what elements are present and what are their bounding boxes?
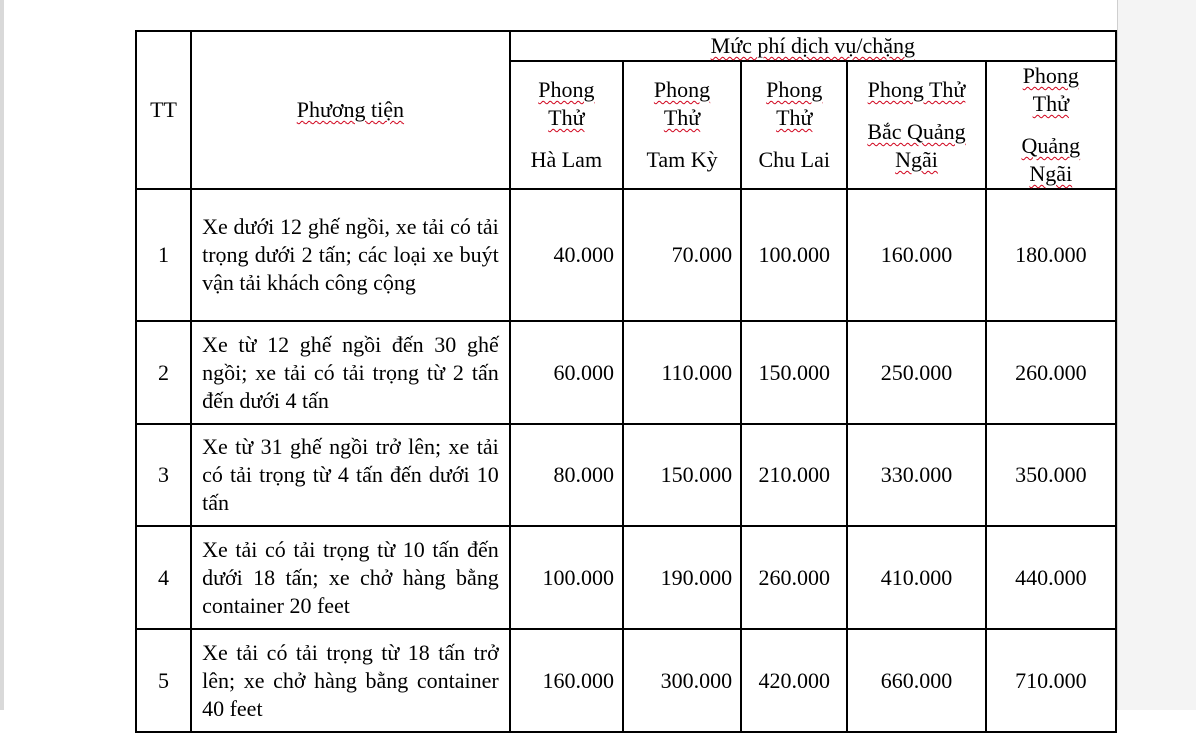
- fee-cell: 180.000: [986, 189, 1116, 321]
- fee-cell: 300.000: [623, 629, 741, 732]
- header-tt: TT: [136, 31, 191, 189]
- fee-cell: 40.000: [510, 189, 623, 321]
- fee-cell: 160.000: [510, 629, 623, 732]
- fee-cell: 420.000: [741, 629, 847, 732]
- station-line: Phong: [1022, 63, 1079, 88]
- header-fee-group: [510, 31, 1116, 61]
- page-margin: [1117, 0, 1196, 710]
- station-name: Ngãi: [1029, 161, 1073, 186]
- fee-cell: 60.000: [510, 321, 623, 424]
- vehicle-description: Xe tải có tải trọng từ 18 tấn trở lên; xe chở hàng bằng container 40 feet: [191, 629, 510, 732]
- header-station-tam-ky: [623, 61, 741, 189]
- header-vehicle-label: Phương tiện: [296, 97, 405, 122]
- row-number: 5: [136, 629, 191, 732]
- fee-cell: 150.000: [741, 321, 847, 424]
- vehicle-description: Xe tải có tải trọng từ 10 tấn đến dưới 18 tấn; xe chở hàng bằng container 20 feet: [191, 526, 510, 629]
- station-line: Quảng: [1021, 133, 1081, 158]
- fee-cell: 260.000: [741, 526, 847, 629]
- station-name: Ngãi: [895, 147, 938, 172]
- fee-cell: 260.000: [986, 321, 1116, 424]
- fee-cell: 150.000: [623, 424, 741, 526]
- fee-cell: 190.000: [623, 526, 741, 629]
- station-line: Phong Thử: [867, 77, 966, 102]
- station-line: Thử: [1032, 91, 1069, 116]
- header-fee-group-label: Mức phí dịch vụ/chặng: [710, 33, 916, 58]
- header-station-chu-lai: [741, 61, 847, 189]
- station-line: Phong: [766, 77, 823, 102]
- station-line: Phong: [653, 77, 711, 102]
- table-row: [136, 424, 1116, 526]
- station-line: Thử: [776, 105, 813, 130]
- page-edge: [0, 0, 4, 710]
- vehicle-description: Xe từ 12 ghế ngồi đến 30 ghế ngồi; xe tải có tải trọng từ 2 tấn đến dưới 4 tấn: [191, 321, 510, 424]
- fee-cell: 330.000: [847, 424, 985, 526]
- row-number: 2: [136, 321, 191, 424]
- vehicle-description: Xe từ 31 ghế ngồi trở lên; xe tải có tải trọng từ 4 tấn đến dưới 10 tấn: [191, 424, 510, 526]
- station-name: Hà Lam: [530, 147, 603, 172]
- station-line: Thử: [663, 105, 701, 130]
- header-vehicle: [191, 31, 510, 189]
- fee-cell: 210.000: [741, 424, 847, 526]
- fee-table: [135, 30, 1117, 733]
- header-station-ha-lam: [510, 61, 623, 189]
- fee-cell: 110.000: [623, 321, 741, 424]
- fee-cell: 250.000: [847, 321, 985, 424]
- fee-cell: 410.000: [847, 526, 985, 629]
- row-number: 4: [136, 526, 191, 629]
- station-line: Phong: [538, 77, 595, 102]
- station-name: Tam Kỳ: [646, 147, 718, 172]
- station-name: Chu Lai: [758, 147, 830, 172]
- fee-cell: 80.000: [510, 424, 623, 526]
- header-station-quang-ngai: [986, 61, 1116, 189]
- row-number: 3: [136, 424, 191, 526]
- table-row: [136, 321, 1116, 424]
- fee-cell: 710.000: [986, 629, 1116, 732]
- fee-cell: 660.000: [847, 629, 985, 732]
- table-row: [136, 189, 1116, 321]
- fee-cell: 350.000: [986, 424, 1116, 526]
- fee-cell: 100.000: [741, 189, 847, 321]
- table-row: [136, 629, 1116, 732]
- row-number: 1: [136, 189, 191, 321]
- fee-cell: 100.000: [510, 526, 623, 629]
- vehicle-description: Xe dưới 12 ghế ngồi, xe tải có tải trọng dưới 2 tấn; các loại xe buýt vận tải khách công cộng: [191, 189, 510, 321]
- station-line: Bắc Quảng: [867, 119, 966, 144]
- fee-cell: 70.000: [623, 189, 741, 321]
- station-line: Thử: [548, 105, 585, 130]
- header-station-bac-quang-ngai: [847, 61, 985, 189]
- fee-cell: 160.000: [847, 189, 985, 321]
- header-row-group: [136, 31, 1116, 61]
- fee-cell: 440.000: [986, 526, 1116, 629]
- table-row: [136, 526, 1116, 629]
